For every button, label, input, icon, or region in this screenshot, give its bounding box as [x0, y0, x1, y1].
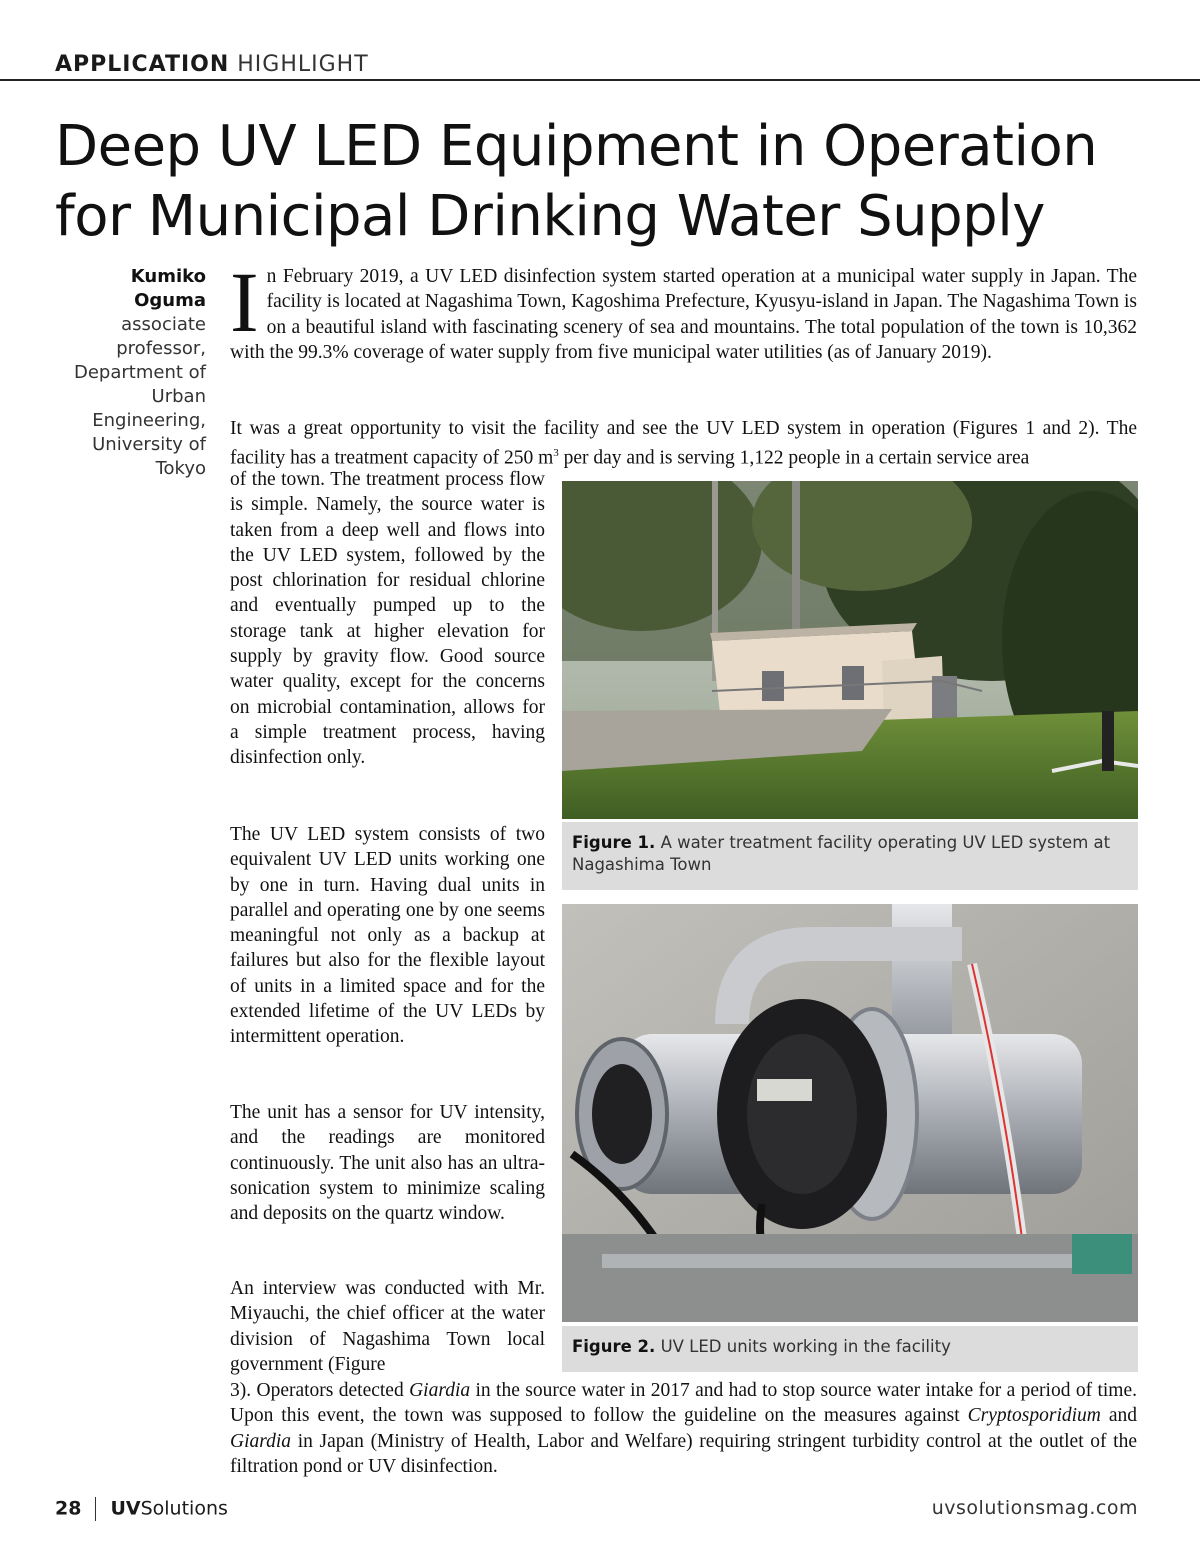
- author-role: associate professor, Department of Urban Engineering, University of Tokyo: [74, 314, 206, 479]
- p6-text-4: in Japan (Ministry of Health, Labor and Welfare) requiring stringent turbidity control at the outlet of the filtration pond or UV disinfection.: [230, 1430, 1137, 1477]
- section-label-bold: APPLICATION: [55, 52, 230, 77]
- paragraph-5: The unit has a sensor for UV intensity, and the readings are monitored continuously. The unit also has an ultra-sonication system to minimize scaling and deposits on the quartz window.: [230, 1102, 545, 1225]
- magazine-name-bold: UV: [110, 1497, 141, 1520]
- footer-url[interactable]: uvsolutionsmag.com: [931, 1497, 1138, 1519]
- paragraph-1: [230, 254, 1137, 365]
- paragraph-1-text: n February 2019, a UV LED disinfection system started operation at a municipal water supply in Japan. The facility is located at Nagashima Town, Kagoshima Prefecture, Kyusyu-island in Japan. The Nagashima Town is on a beautiful island with fascinating scenery of sea and mountains. The total population of the town is 10,362 with the 99.3% coverage of water supply from five municipal water utilities (as of January 2019).: [230, 266, 1137, 363]
- section-label-light: HIGHLIGHT: [237, 52, 369, 77]
- section-header: [55, 52, 369, 77]
- paragraph-6-start: An interview was conducted with Mr. Miyauchi, the chief officer at the water division of Nagashima Town local government (Figure: [230, 1278, 545, 1375]
- paragraph-4: The UV LED system consists of two equivalent UV LED units working one by one in turn. Having dual units in parallel and operating one by one seems meaningful not only as a backup at failures but also for the flexible layout of units in a limited space and for the extended lifetime of the UV LEDs by intermittent operation.: [230, 824, 545, 1048]
- paragraph-2-text-a: It was a great opportunity to visit the facility and see the UV LED system in operation (Figures 1 and 2). The facility has a treatment capacity of 250 m: [230, 418, 1137, 469]
- footer-left: [55, 1497, 228, 1521]
- figure-2-photo: [562, 904, 1138, 1322]
- page-number: 28: [55, 1497, 82, 1520]
- article-title: Deep UV LED Equipment in Operation for Municipal Drinking Water Supply: [55, 114, 1098, 249]
- p6-italic-giardia: Giardia: [409, 1380, 471, 1401]
- paragraph-2-text-b: per day and is serving 1,122 people in a certain service area: [558, 447, 1030, 469]
- superscript-3: 3: [553, 447, 559, 460]
- p6-italic-cryptosporidium: Cryptosporidium: [967, 1405, 1101, 1427]
- figure-1-label: Figure 1.: [572, 833, 656, 852]
- paragraph-3: of the town. The treatment process flow is simple. Namely, the source water is taken from a deep well and flows into the UV LED system, followed by the post chlorination for residual chlorine and eventually pumped up to the storage tank at higher elevation for supply by gravity flow. Good source water quality, except for the concerns on microbial contamination, allows for a simple treatment process, having disinfection only.: [230, 469, 545, 769]
- figure-1-caption-text: A water treatment facility operating UV LED system at Nagashima Town: [572, 833, 1111, 874]
- figure-2-caption-text: UV LED units working in the facility: [660, 1337, 951, 1356]
- footer-separator: [95, 1497, 96, 1521]
- header-rule: [0, 79, 1200, 81]
- p6-text-3: and: [1100, 1405, 1137, 1427]
- p6-text-1: 3). Operators detected: [230, 1380, 410, 1401]
- p6-italic-giardia-2: Giardia: [230, 1430, 292, 1452]
- author-first-name: Kumiko: [130, 266, 206, 287]
- figure-1-photo: [562, 481, 1138, 819]
- figure-2-label: Figure 2.: [572, 1337, 656, 1356]
- figure-2-caption: [562, 1326, 1138, 1372]
- p6-text-2: in the source water in 2017 and had to stop source water intake for a period of time. Upon this event, the town was supposed to follow the guideline on the measures against: [230, 1380, 1137, 1427]
- magazine-name-light: Solutions: [140, 1497, 228, 1520]
- drop-cap: I: [230, 254, 259, 350]
- author-last-name: Oguma: [134, 290, 206, 311]
- author-block: [40, 265, 206, 481]
- paragraph-6-continued: [230, 1378, 1137, 1479]
- paragraph-2: [230, 416, 1137, 471]
- figure-1-caption: [562, 822, 1138, 890]
